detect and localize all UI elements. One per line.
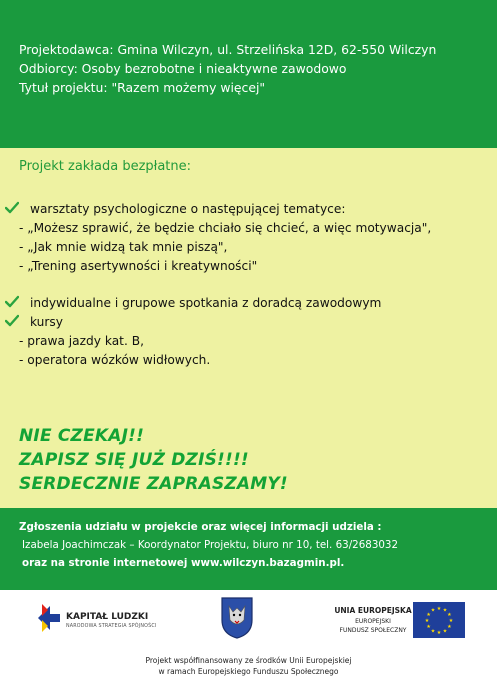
check-icon [5,295,19,309]
svg-text:★: ★ [442,628,448,635]
kapital-ludzki-sub: NARODOWA STRATEGIA SPÓJNOŚCI [66,624,157,629]
footer-line-2: w ramach Europejskiego Funduszu Społecznego [158,667,339,676]
svg-text:★: ★ [436,630,442,636]
cta-zapraszamy: SERDECZNIE ZAPRASZAMY! [19,474,288,494]
intro-text: Projekt zakłada bezpłatne: [19,159,192,174]
check-icon [5,314,19,328]
eu-label: UNIA EUROPEJSKA [334,606,412,615]
check-icon [5,201,19,215]
item-kursy: kursy [30,315,63,329]
eu-sub-label-1: EUROPEJSKI [355,618,391,625]
eu-flag-icon [413,602,465,638]
header-line-projektodawca: Projektodawca: Gmina Wilczyn, ul. Strzelińska 12D, 62-550 Wilczyn [19,42,437,57]
item-warsztaty: warsztaty psychologiczne o następującej tematyce: [30,202,346,216]
svg-text:★: ★ [447,612,452,618]
svg-text:★: ★ [424,618,430,624]
header-line-tytul: Tytuł projektu: "Razem możemy więcej" [19,80,266,95]
svg-text:★: ★ [436,606,442,612]
main-content [0,148,497,508]
svg-text:★: ★ [448,618,454,624]
svg-text:★: ★ [426,612,431,618]
footer-cofinancing [0,655,497,677]
svg-text:★: ★ [430,607,436,614]
header-line-odbiorcy: Odbiorcy: Osoby bezrobotne i nieaktywne zawodowo [19,61,347,76]
item3-sub-prawo-jazdy: - prawa jazdy kat. B, [19,334,144,348]
contact-line-3: oraz na stronie internetowej www.wilczyn.bazagmin.pl. [22,557,345,569]
svg-text:★: ★ [426,624,431,630]
svg-text:★: ★ [442,607,448,614]
item1-sub-jak-mnie-widza: - „Jak mnie widzą tak mnie piszą", [19,240,228,254]
logo-bar [0,590,497,650]
svg-text:★: ★ [430,628,436,635]
item1-sub-motywacja: - „Możesz sprawić, że będzie chciało się chcieć, a więc motywacja", [19,221,432,235]
item1-sub-trening: - „Trening asertywności i kreatywności" [19,259,258,273]
contact-band [0,508,497,590]
item3-sub-wozki: - operatora wózków widłowych. [19,353,211,367]
cta-nie-czekaj: NIE CZEKAJ!! [19,426,145,446]
kapital-ludzki-label: KAPITAŁ LUDZKI [66,612,149,622]
svg-text:★: ★ [447,624,452,630]
cta-zapisz-sie: ZAPISZ SIĘ JUŻ DZIŚ!!!! [19,450,249,470]
kapital-ludzki-logo-icon [36,600,62,636]
item-spotkania: indywidualne i grupowe spotkania z doradcą zawodowym [30,296,382,310]
contact-line-2: Izabela Joachimczak – Koordynator Projektu, biuro nr 10, tel. 63/2683032 [22,539,399,551]
header-band [0,0,497,148]
contact-line-1: Zgłoszenia udziału w projekcie oraz więcej informacji udziela : [19,521,382,533]
footer-line-1: Projekt współfinansowany ze środków Unii Europejskiej [145,656,352,665]
eu-sub-label-2: FUNDUSZ SPOŁECZNY [339,627,407,634]
wilczyn-coat-of-arms-icon [220,596,254,640]
